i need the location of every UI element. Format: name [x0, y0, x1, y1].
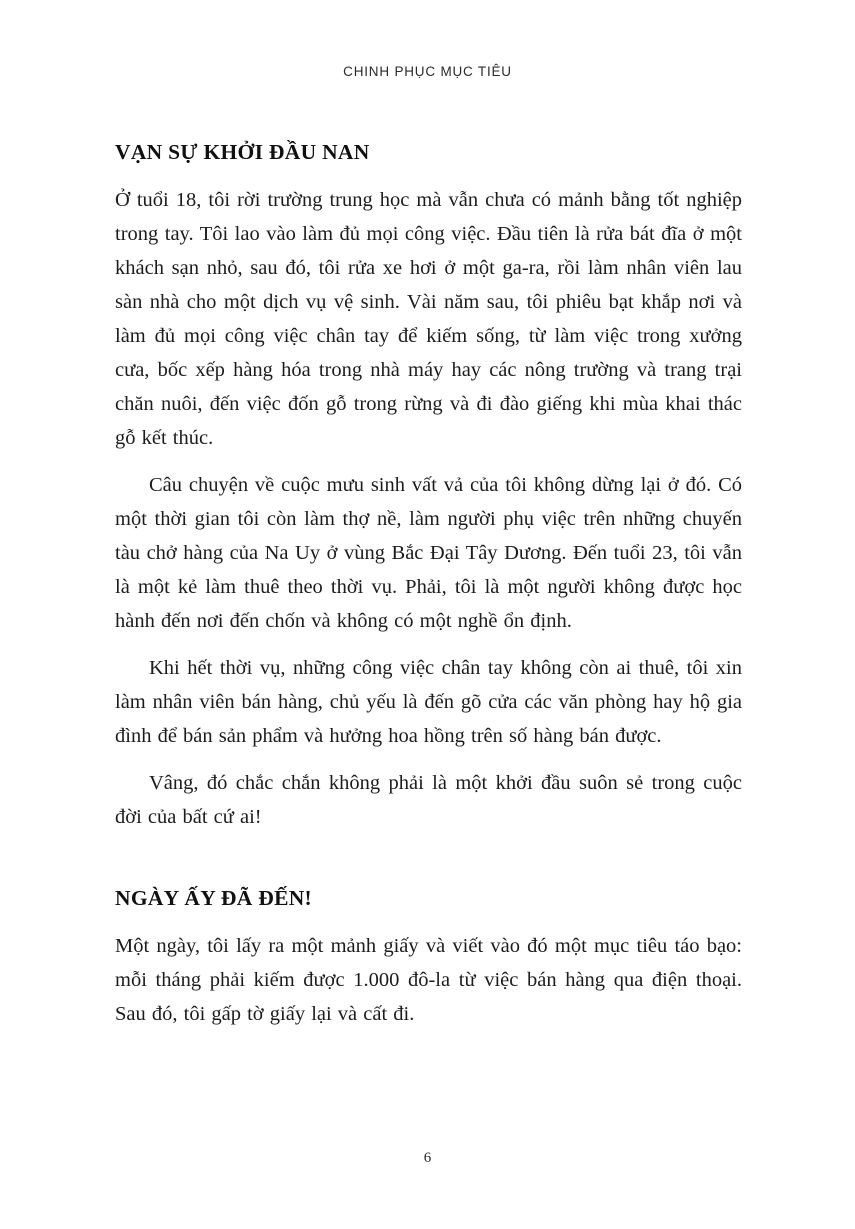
- paragraph: Khi hết thời vụ, những công việc chân tay không còn ai thuê, tôi xin làm nhân viên bán hàng, chủ yếu là đến gõ cửa các văn phòng hay hộ gia đình để bán sản phẩm và hưởng hoa hồng trên số hàng bán được.: [115, 657, 742, 747]
- section-ngay-ay-da-den: [115, 886, 742, 1031]
- page-content: [115, 140, 742, 1044]
- running-header: CHINH PHỤC MỤC TIÊU: [343, 64, 512, 79]
- paragraph: Một ngày, tôi lấy ra một mảnh giấy và viết vào đó một mục tiêu táo bạo: mỗi tháng phải kiếm được 1.000 đô-la từ việc bán hàng qua điện thoại. Sau đó, tôi gấp tờ giấy lại và cất đi.: [115, 935, 742, 1025]
- page-number: 6: [423, 1150, 432, 1166]
- paragraph: Ở tuổi 18, tôi rời trường trung học mà vẫn chưa có mảnh bằng tốt nghiệp trong tay. Tôi lao vào làm đủ mọi công việc. Đầu tiên là rửa bát đĩa ở một khách sạn nhỏ, sau đó, tôi rửa xe hơi ở một ga-ra, rồi làm nhân viên lau sàn nhà cho một dịch vụ vệ sinh. Vài năm sau, tôi phiêu bạt khắp nơi và làm đủ mọi công việc chân tay để kiếm sống, từ làm việc trong xưởng cưa, bốc xếp hàng hóa trong nhà máy hay các nông trường và trang trại chăn nuôi, đến việc đốn gỗ trong rừng và đi đào giếng khi mùa khai thác gỗ kết thúc.: [115, 189, 742, 449]
- section-van-su-khoi-dau-nan: [115, 140, 742, 834]
- paragraph: Câu chuyện về cuộc mưu sinh vất vả của tôi không dừng lại ở đó. Có một thời gian tôi còn làm thợ nề, làm người phụ việc trên những chuyến tàu chở hàng của Na Uy ở vùng Bắc Đại Tây Dương. Đến tuổi 23, tôi vẫn là một kẻ làm thuê theo thời vụ. Phải, tôi là một người không được học hành đến nơi đến chốn và không có một nghề ổn định.: [115, 474, 742, 632]
- paragraph: Vâng, đó chắc chắn không phải là một khởi đầu suôn sẻ trong cuộc đời của bất cứ ai!: [115, 772, 742, 828]
- section-heading: VẠN SỰ KHỞI ĐẦU NAN: [115, 140, 370, 164]
- section-heading: NGÀY ẤY ĐÃ ĐẾN!: [115, 886, 312, 910]
